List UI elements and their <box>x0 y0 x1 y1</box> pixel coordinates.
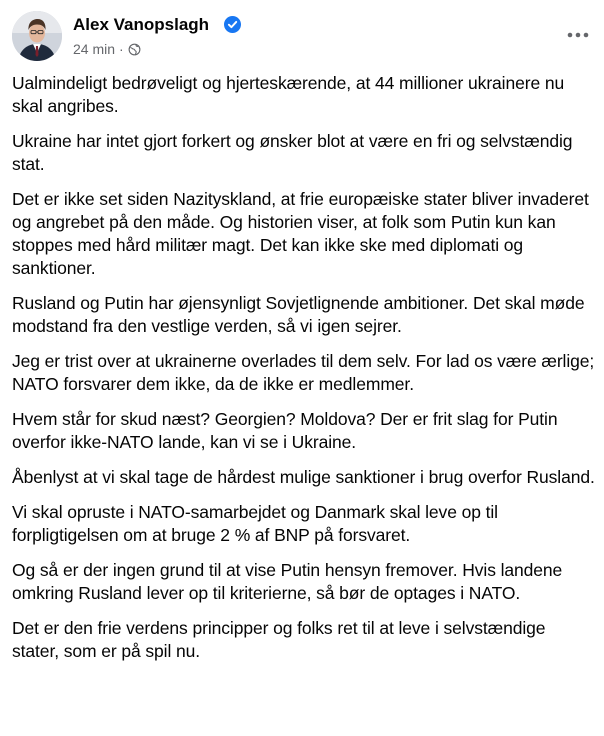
post-paragraph: Og så er der ingen grund til at vise Putin hensyn fremover. Hvis landene omkring Rusland lever op til kriterierne, så bør de optages i NATO. <box>12 560 563 603</box>
post-paragraph: Vi skal opruste i NATO-samarbejdet og Danmark skal leve op til forpligtigelsen om at bruge 2 % af BNP på forsvaret. <box>12 502 498 545</box>
post-paragraph: Ualmindeligt bedrøveligt og hjerteskærende, at 44 millioner ukrainere nu skal angribes. <box>12 73 565 116</box>
meta-separator: · <box>119 41 124 57</box>
avatar-image <box>12 11 62 61</box>
avatar[interactable] <box>12 11 62 61</box>
post-body <box>12 72 596 675</box>
post-paragraph: Det er den frie verdens principper og folks ret til at leve i selvstændige stater, som er på spil nu. <box>12 618 546 661</box>
post-paragraph: Ukraine har intet gjort forkert og ønsker blot at være en fri og selvstændig stat. <box>12 131 573 174</box>
verified-badge-icon <box>224 16 241 33</box>
post-timestamp[interactable]: 24 min <box>73 41 116 57</box>
post-header <box>12 11 592 63</box>
post-paragraph: Det er ikke set siden Nazityskland, at frie europæiske stater bliver invaderet og angrebet på den måde. Og historien viser, at folk som Putin kun kan stoppes med hård militær magt. Det kan ikke ske med diplomati og sanktioner. <box>12 189 589 278</box>
post-meta <box>73 41 141 57</box>
author-name[interactable]: Alex Vanopslagh <box>73 15 210 34</box>
post-paragraph: Jeg er trist over at ukrainerne overlades til dem selv. For lad os være ærlige; NATO forsvarer dem ikke, da de ikke er medlemmer. <box>12 351 595 394</box>
post-paragraph: Åbenlyst at vi skal tage de hårdest mulige sanktioner i brug overfor Rusland. <box>12 467 595 487</box>
post-paragraph: Rusland og Putin har øjensynligt Sovjetlignende ambitioner. Det skal møde modstand fra den vestlige verden, så vi igen sejrer. <box>12 293 585 336</box>
more-options-button[interactable] <box>564 25 592 45</box>
post-paragraph: Hvem står for skud næst? Georgien? Moldova? Der er frit slag for Putin overfor ikke-NATO lande, kan vi se i Ukraine. <box>12 409 558 452</box>
more-options-icon <box>567 32 589 38</box>
globe-icon[interactable] <box>128 43 141 56</box>
